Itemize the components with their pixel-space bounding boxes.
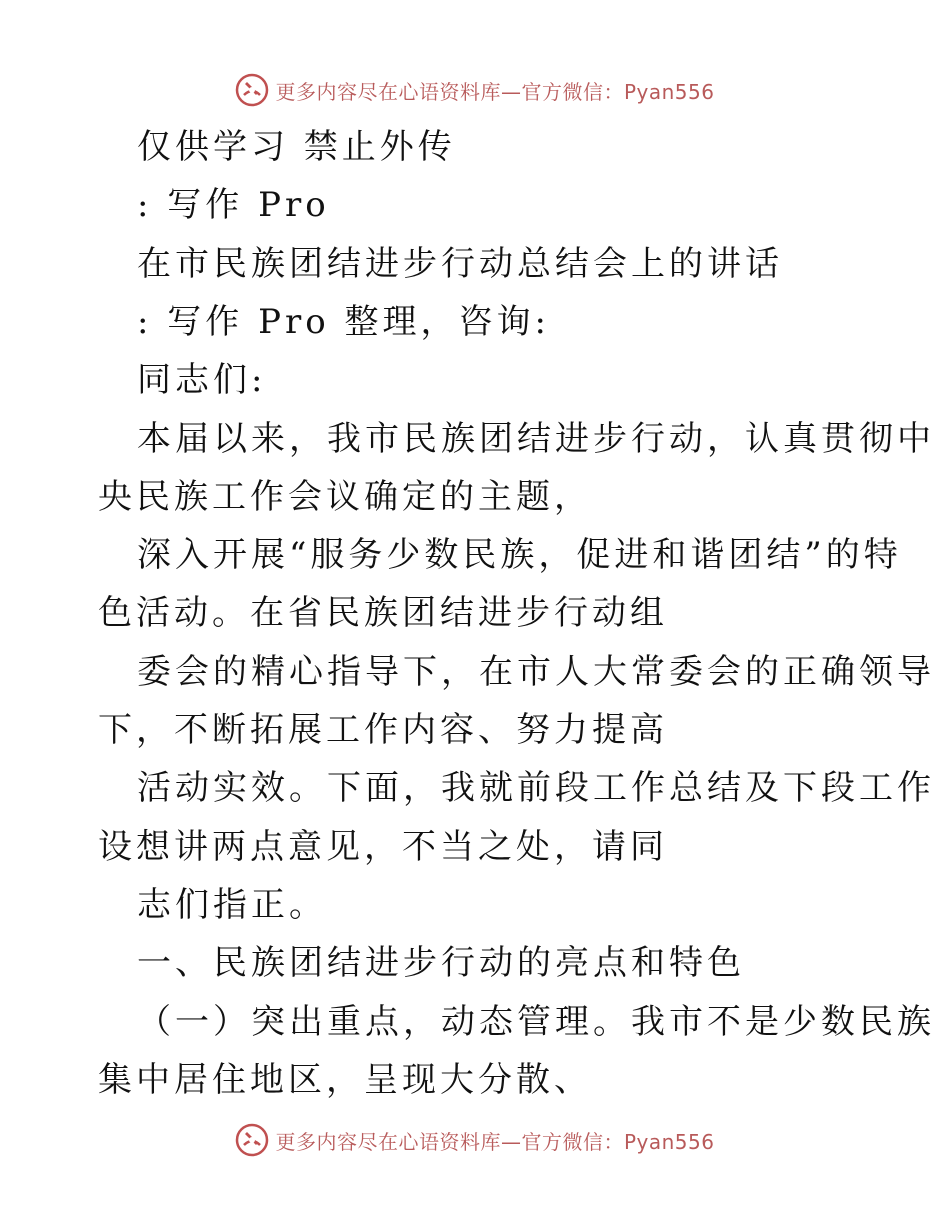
footer-watermark [0, 1120, 950, 1160]
doc-line-author: : 写作 Pro [137, 185, 330, 225]
doc-paragraph-line: 央民族工作会议确定的主题， [98, 477, 592, 517]
doc-paragraph-line: 下，不断拓展工作内容、努力提高 [98, 710, 668, 750]
doc-paragraph-line: 深入开展“服务少数民族，促进和谐团结”的特 [137, 535, 902, 575]
doc-title: 在市民族团结进步行动总结会上的讲话 [137, 244, 783, 284]
doc-line-editor: : 写作 Pro 整理，咨询: [137, 302, 550, 342]
doc-paragraph-line: 本届以来，我市民族团结进步行动，认真贯彻中 [137, 419, 935, 459]
doc-paragraph-line: 集中居住地区，呈现大分散、 [98, 1060, 592, 1100]
doc-section-heading: 一、民族团结进步行动的亮点和特色 [137, 943, 745, 983]
watermark-text: 更多内容尽在心语资料库—官方微信：Pyan556 [275, 79, 715, 104]
book-pen-logo-icon [235, 1123, 269, 1157]
doc-paragraph-line: 委会的精心指导下，在市人大常委会的正确领导 [137, 652, 935, 692]
doc-paragraph-line: 志们指正。 [137, 885, 327, 925]
doc-paragraph-line: 设想讲两点意见，不当之处，请同 [98, 827, 668, 867]
book-pen-logo-icon [235, 73, 269, 107]
doc-salutation: 同志们: [137, 360, 267, 400]
header-watermark [0, 70, 950, 110]
doc-paragraph-line: 色活动。在省民族团结进步行动组 [98, 593, 668, 633]
watermark-text: 更多内容尽在心语资料库—官方微信：Pyan556 [275, 1129, 715, 1154]
doc-line-notice: 仅供学习 禁止外传 [137, 127, 456, 167]
doc-subsection-line: （一）突出重点，动态管理。我市不是少数民族 [137, 1002, 935, 1042]
doc-paragraph-line: 活动实效。下面，我就前段工作总结及下段工作 [137, 768, 935, 808]
